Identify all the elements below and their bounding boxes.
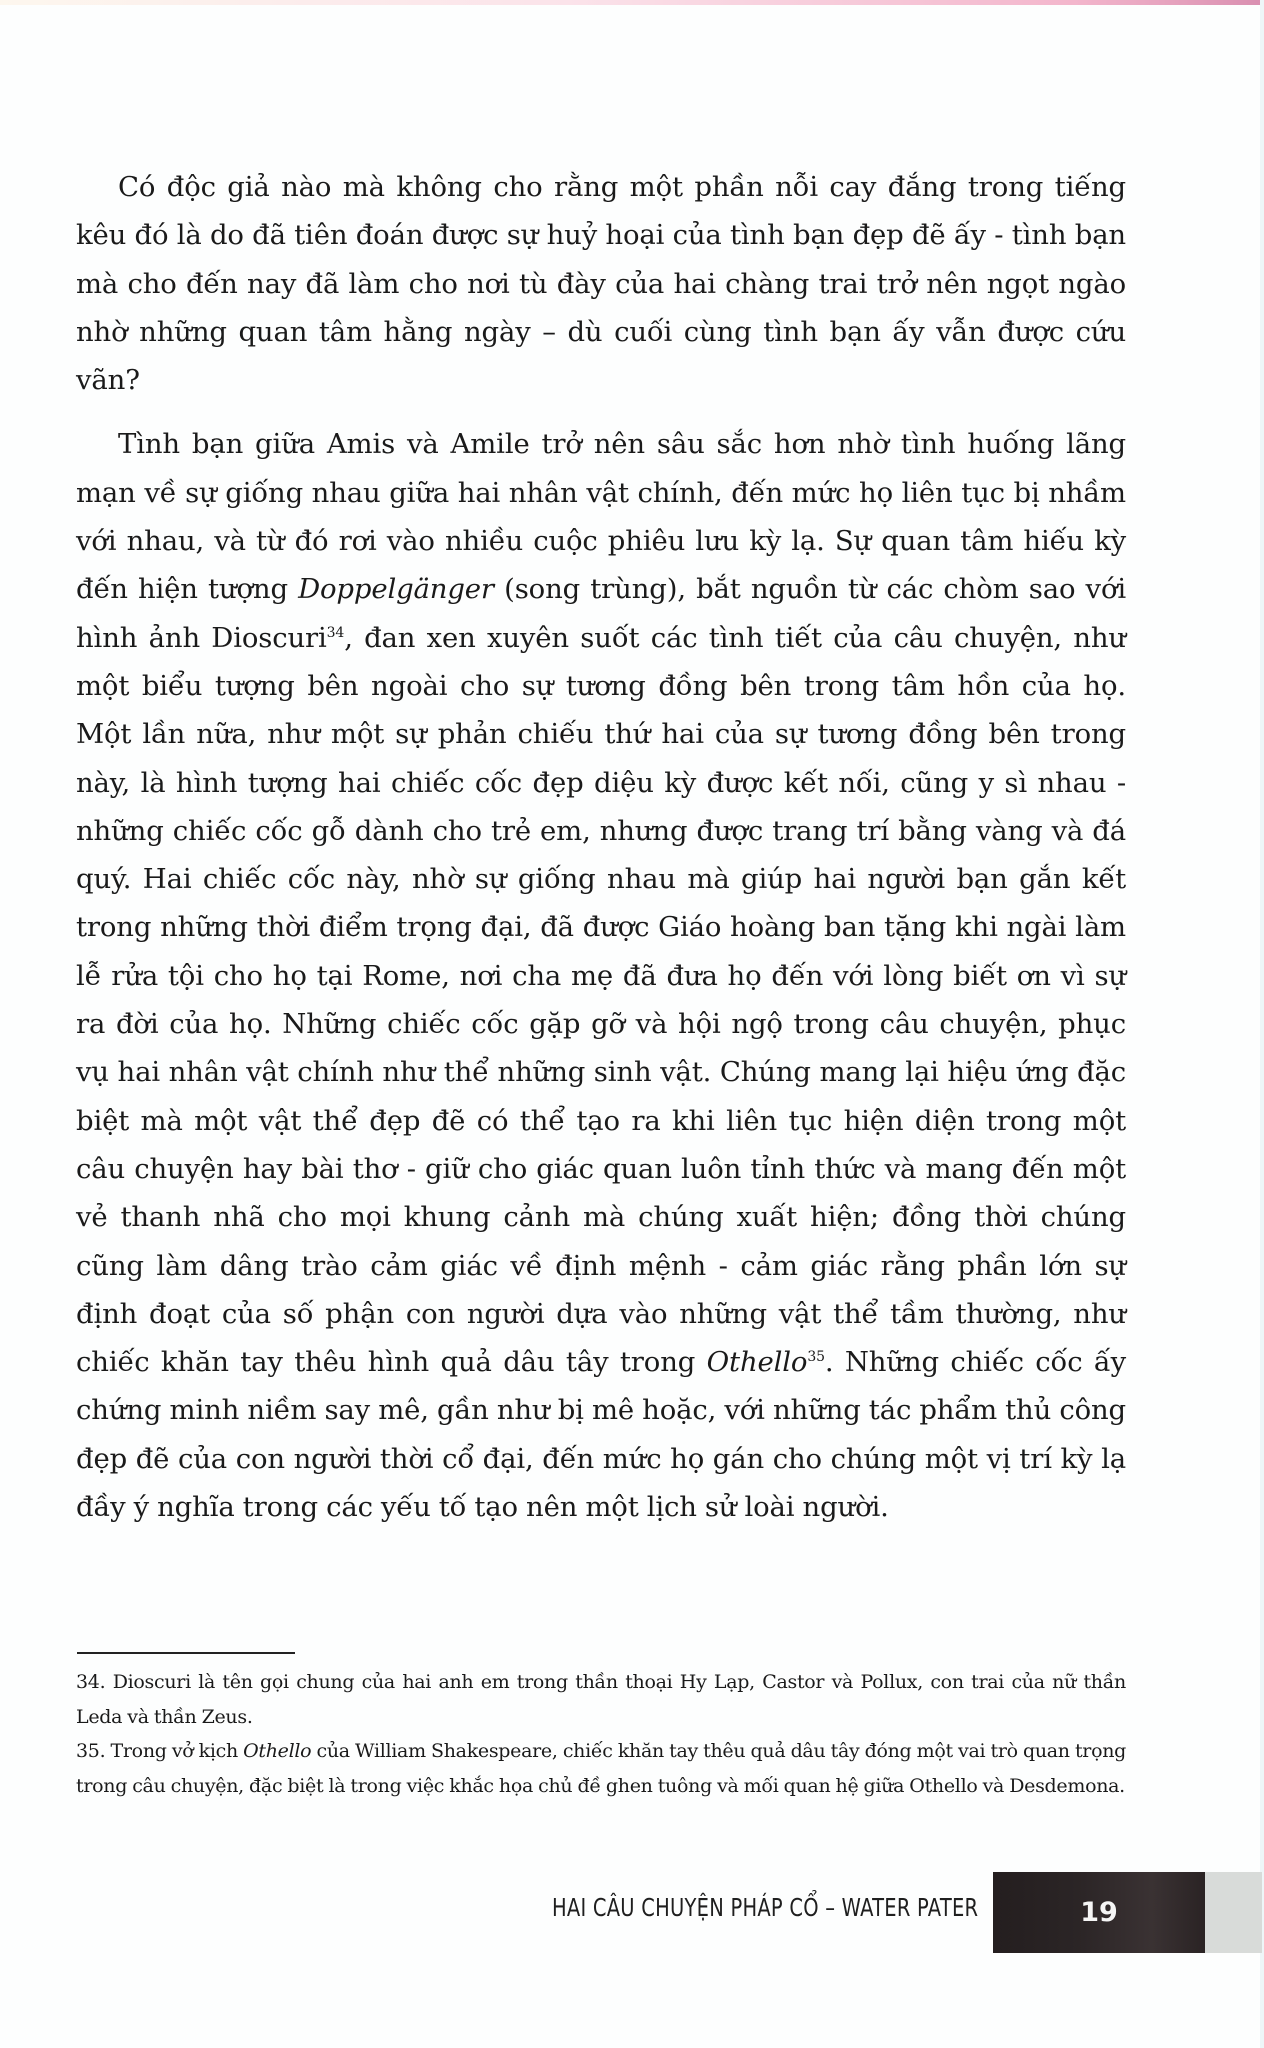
page-number-box bbox=[993, 1872, 1205, 1953]
page-right-edge bbox=[1260, 0, 1264, 2048]
text-run: Tình bạn giữa Amis và Amile trở nên sâu sắc hơn nhờ tình huống lãng mạn về sự giống nhau giữa hai nhân vật chính, đến mức họ liên tục bị nhầm với nhau, và từ đó rơi vào nhiều cuộc phiêu lưu kỳ lạ. Sự quan tâm hiếu kỳ đến hiện tượng bbox=[76, 428, 1126, 606]
footnote-35 bbox=[76, 1734, 1126, 1803]
footnote-34 bbox=[76, 1665, 1126, 1734]
text-run: (song trùng), bắt nguồn từ các chòm sao với hình ảnh Dioscuri bbox=[76, 573, 1126, 654]
body-text bbox=[76, 163, 1126, 1531]
page-top-edge bbox=[0, 0, 1264, 5]
text-run: . Những chiếc cốc ấy chứng minh niềm say mê, gần như bị mê hoặc, với những tác phẩm thủ công đẹp đẽ của con người thời cổ đại, đến mức họ gán cho chúng một vị trí kỳ lạ đầy ý nghĩa trong các yếu tố tạo nên một lịch sử loài người. bbox=[76, 1346, 1126, 1524]
footnote-divider bbox=[77, 1652, 295, 1654]
paragraph bbox=[76, 420, 1126, 1531]
running-title: HAI CÂU CHUYỆN PHÁP CỔ – WATER PATER bbox=[552, 1893, 979, 1922]
italic-term: Othello bbox=[243, 1740, 312, 1762]
text-run: Có độc giả nào mà không cho rằng một phần nỗi cay đắng trong tiếng kêu đó là do đã tiên đoán được sự huỷ hoại của tình bạn đẹp đẽ ấy - tình bạn mà cho đến nay đã làm cho nơi tù đày của hai chàng trai trở nên ngọt ngào nhờ những quan tâm hằng ngày – dù cuối cùng tình bạn ấy vẫn được cứu vãn? bbox=[76, 171, 1126, 397]
text-run: 35. Trong vở kịch bbox=[76, 1740, 244, 1762]
page-number: 19 bbox=[1080, 1897, 1118, 1928]
italic-term: Doppelgänger bbox=[298, 573, 494, 606]
text-run: , đan xen xuyên suốt các tình tiết của câu chuyện, như một biểu tượng bên ngoài cho sự tương đồng bên trong tâm hồn của họ. Một lần nữa, như một sự phản chiếu thứ hai của sự tương đồng bên trong này, là hình tượng hai chiếc cốc đẹp diệu kỳ được kết nối, cũng y sì nhau - những chiếc cốc gỗ dành cho trẻ em, nhưng được trang trí bằng vàng và đá quý. Hai chiếc cốc này, nhờ sự giống nhau mà giúp hai người bạn gắn kết trong những thời điểm trọng đại, đã được Giáo hoàng ban tặng khi ngài làm lễ rửa tội cho họ tại Rome, nơi cha mẹ đã đưa họ đến với lòng biết ơn vì sự ra đời của họ. Những chiếc cốc gặp gỡ và hội ngộ trong câu chuyện, phục vụ hai nhân vật chính như thể những sinh vật. Chúng mang lại hiệu ứng đặc biệt mà một vật thể đẹp đẽ có thể tạo ra khi liên tục hiện diện trong một câu chuyện hay bài thơ - giữ cho giác quan luôn tỉnh thức và mang đến một vẻ thanh nhã cho mọi khung cảnh mà chúng xuất hiện; đồng thời chúng cũng làm dâng trào cảm giác về định mệnh - cảm giác rằng phần lớn sự định đoạt của số phận con người dựa vào những vật thể tầm thường, như chiếc khăn tay thêu hình quả dâu tây trong bbox=[76, 621, 1126, 1379]
footnote-ref: 35 bbox=[807, 1348, 825, 1365]
italic-term: Othello bbox=[706, 1346, 808, 1379]
paragraph bbox=[76, 163, 1126, 404]
text-run: của William Shakespeare, chiếc khăn tay thêu quả dâu tây đóng một vai trò quan trọng trong câu chuyện, đặc biệt là trong việc khắc họa chủ đề ghen tuông và mối quan hệ giữa Othello và Desdemona. bbox=[76, 1740, 1127, 1797]
page-number-strip bbox=[1205, 1872, 1262, 1953]
text-run: 34. Dioscuri là tên gọi chung của hai anh em trong thần thoại Hy Lạp, Castor và Pollux, con trai của nữ thần Leda và thần Zeus. bbox=[76, 1671, 1126, 1728]
footnote-ref: 34 bbox=[326, 624, 345, 641]
footnotes bbox=[76, 1665, 1126, 1803]
